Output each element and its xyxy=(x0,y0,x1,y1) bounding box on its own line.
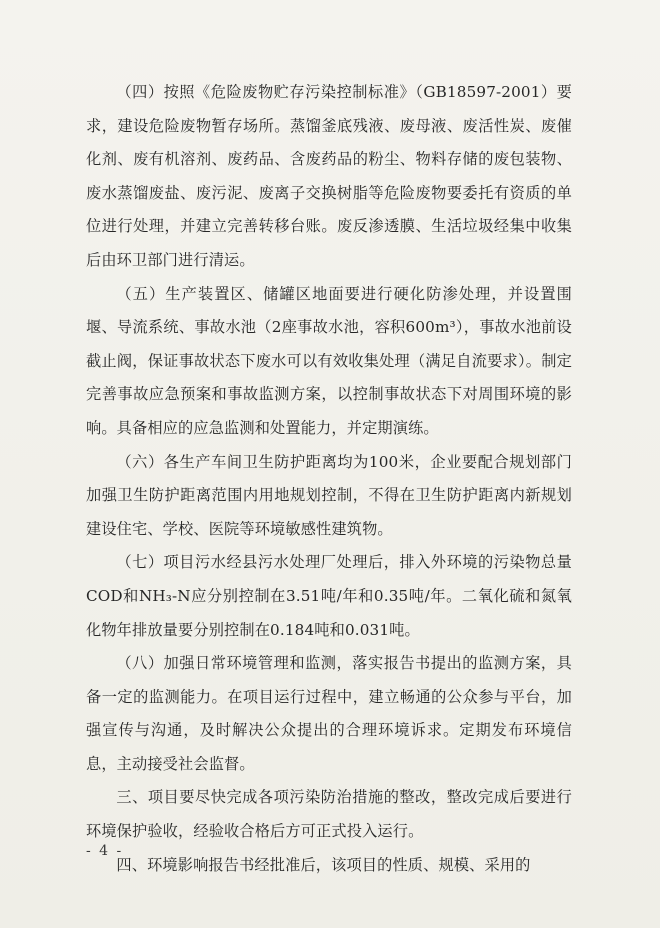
paragraph-acceptance: 三、项目要尽快完成各项污染防治措施的整改，整改完成后要进行环境保护验收，经验收合格后方可正式投入运行。 xyxy=(86,788,572,841)
paragraph-approval: 四、环境影响报告书经批准后，该项目的性质、规模、采用的 xyxy=(116,855,531,874)
paragraph-protection-distance: （六）各生产车间卫生防护距离均为100米，企业要配合规划部门加强卫生防护距离范围内用地规划控制，不得在卫生防护距离内新规划建设住宅、学校、医院等环境敏感性建筑物。 xyxy=(86,452,572,538)
document-body xyxy=(86,76,572,882)
paragraph-hazardous-waste: （四）按照《危险废物贮存污染控制标准》（GB18597-2001）要求，建设危险废物暂存场所。蒸馏釜底残液、废母液、废活性炭、废催化剂、废有机溶剂、废药品、含废药品的粉尘、物料存储的废包装物、废水蒸馏废盐、废污泥、废离子交换树脂等危险废物要委托有资质的单位进行处理，并建立完善转移台账。废反渗透膜、生活垃圾经集中收集后由环卫部门进行清运。 xyxy=(86,83,572,269)
paragraph-monitoring: （八）加强日常环境管理和监测，落实报告书提出的监测方案，具备一定的监测能力。在项目运行过程中，建立畅通的公众参与平台，加强宣传与沟通，及时解决公众提出的合理环境诉求。定期发布环境信息，主动接受社会监督。 xyxy=(86,654,572,773)
paragraph-pollutant-total: （七）项目污水经县污水处理厂处理后，排入外环境的污染物总量COD和NH₃-N应分别控制在3.51吨/年和0.35吨/年。二氧化硫和氮氧化物年排放量要分别控制在0.184吨和0.031吨。 xyxy=(86,553,572,639)
paragraph-anti-seepage: （五）生产装置区、储罐区地面要进行硬化防渗处理，并设置围堰、导流系统、事故水池（2座事故水池，容积600m³），事故水池前设截止阀，保证事故状态下废水可以有效收集处理（满足自流要求）。制定完善事故应急预案和事故监测方案，以控制事故状态下对周围环境的影响。具备相应的应急监测和处置能力，并定期演练。 xyxy=(86,284,572,437)
page-number: - 4 - xyxy=(86,843,124,859)
